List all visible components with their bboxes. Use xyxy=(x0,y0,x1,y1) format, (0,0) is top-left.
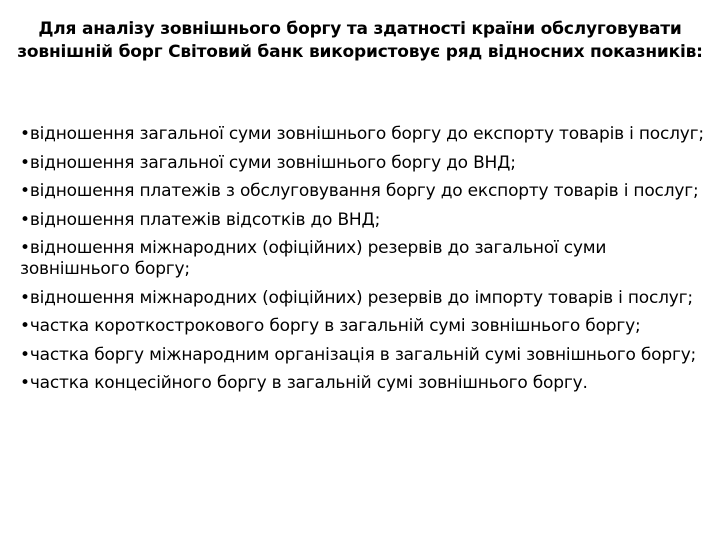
bullet-text: відношення платежів з обслуговування боргу до експорту товарів і послуг; xyxy=(29,181,699,201)
bullet-text: відношення міжнародних (офіційних) резервів до загальної суми зовнішнього боргу; xyxy=(20,238,607,279)
bullet-icon: • xyxy=(20,238,30,258)
bullet-icon: • xyxy=(20,287,30,308)
bullet-text: відношення міжнародних (офіційних) резервів до імпорту товарів і послуг; xyxy=(29,287,693,308)
list-item xyxy=(17,345,707,366)
list-item xyxy=(17,373,707,394)
list-item xyxy=(17,316,707,337)
bullet-text: відношення платежів відсотків до ВНД; xyxy=(29,209,381,230)
bullet-list xyxy=(17,124,707,402)
list-item xyxy=(17,181,707,202)
bullet-text: відношення загальної суми зовнішнього боргу до ВНД; xyxy=(29,152,516,173)
slide-title: Для аналізу зовнішнього боргу та здатності країни обслуговувати зовнішній борг Світовий банк використовує ряд відносних показників: xyxy=(17,19,703,62)
bullet-icon: • xyxy=(20,181,30,201)
list-item xyxy=(17,288,707,309)
list-item xyxy=(17,210,707,231)
bullet-icon: • xyxy=(20,373,30,393)
bullet-text: частка короткострокового боргу в загальній сумі зовнішнього боргу; xyxy=(29,316,641,336)
bullet-text: частка боргу міжнародним організація в загальній сумі зовнішнього боргу; xyxy=(29,344,697,365)
list-item xyxy=(17,238,707,280)
bullet-icon: • xyxy=(20,124,30,144)
bullet-text: відношення загальної суми зовнішнього боргу до експорту товарів і послуг; xyxy=(29,124,704,144)
list-item xyxy=(17,153,707,174)
bullet-icon: • xyxy=(20,316,30,336)
bullet-icon: • xyxy=(20,209,30,230)
bullet-icon: • xyxy=(20,344,30,365)
bullet-text: частка концесійного боргу в загальній сумі зовнішнього боргу. xyxy=(29,373,588,393)
list-item xyxy=(17,124,707,145)
bullet-icon: • xyxy=(20,152,30,173)
